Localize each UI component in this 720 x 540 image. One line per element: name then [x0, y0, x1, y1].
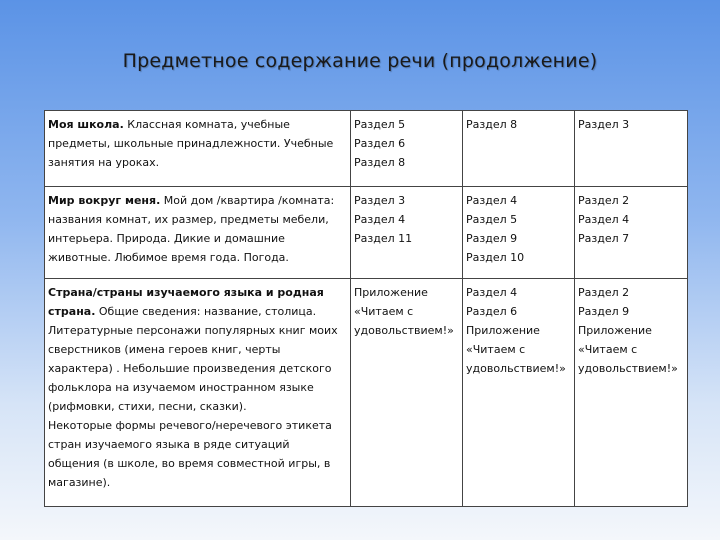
section-ref: «Читаем с [354, 305, 414, 318]
topic-cell [45, 279, 351, 507]
section-ref: Приложение [578, 324, 652, 337]
topic-line: фольклора на изучаемом иностранном языке [48, 381, 314, 394]
section-ref: Раздел 2 [578, 194, 630, 207]
topic-line: занятия на уроках. [48, 156, 160, 169]
section-ref: Раздел 2 [578, 286, 630, 299]
topic-line: характера) . Небольшие произведения детского [48, 362, 332, 375]
topic-line: сверстников (имена героев книг, черты [48, 343, 281, 356]
sections-cell-col-a [351, 187, 463, 279]
section-ref: «Читаем с [578, 343, 638, 356]
sections-cell-col-b [463, 111, 575, 187]
content-table [44, 110, 688, 507]
topic-line: общения (в школе, во время совместной игры, в [48, 457, 331, 470]
topic-heading: Страна/страны изучаемого языка и родная [48, 286, 324, 299]
section-ref: Раздел 8 [466, 118, 518, 131]
topic-line: интерьера. Природа. Дикие и домашние [48, 232, 285, 245]
section-ref: Раздел 10 [466, 251, 525, 264]
sections-cell-col-b [463, 279, 575, 507]
section-ref: Раздел 7 [578, 232, 630, 245]
section-ref: Приложение [466, 324, 540, 337]
section-ref: Раздел 11 [354, 232, 413, 245]
section-ref: «Читаем с [466, 343, 526, 356]
section-ref: Раздел 6 [466, 305, 518, 318]
section-ref: удовольствием!» [578, 362, 678, 375]
section-ref: Раздел 4 [466, 286, 518, 299]
topic-text: Общие сведения: название, столица. [95, 305, 317, 318]
section-ref: Раздел 5 [466, 213, 518, 226]
topic-cell [45, 111, 351, 187]
topic-line [48, 115, 347, 134]
topic-line: магазине). [48, 476, 111, 489]
sections-cell-col-c [575, 279, 688, 507]
section-ref: Раздел 9 [578, 305, 630, 318]
topic-heading: страна. [48, 305, 96, 318]
topic-line: (рифмовки, стихи, песни, сказки). [48, 400, 247, 413]
topic-line: предметы, школьные принадлежности. Учебные [48, 137, 334, 150]
topic-line: Литературные персонажи популярных книг моих [48, 324, 338, 337]
topic-heading: Мир вокруг меня. [48, 194, 161, 207]
section-ref: Раздел 3 [354, 194, 406, 207]
section-ref: Приложение [354, 286, 428, 299]
topic-line: животные. Любимое время года. Погода. [48, 251, 289, 264]
sections-cell-col-a [351, 111, 463, 187]
sections-cell-col-c [575, 187, 688, 279]
table-row [45, 111, 688, 187]
topic-line: стран изучаемого языка в ряде ситуаций [48, 438, 290, 451]
topic-line [48, 191, 347, 210]
section-ref: Раздел 4 [466, 194, 518, 207]
section-ref: Раздел 9 [466, 232, 518, 245]
table-row [45, 187, 688, 279]
topic-line: Некоторые формы речевого/неречевого этикета [48, 419, 332, 432]
topic-heading: Моя школа. [48, 118, 124, 131]
sections-cell-col-a [351, 279, 463, 507]
topic-line: названия комнат, их размер, предметы мебели, [48, 213, 329, 226]
section-ref: Раздел 8 [354, 156, 406, 169]
table-row [45, 279, 688, 507]
section-ref: Раздел 4 [354, 213, 406, 226]
topic-cell [45, 187, 351, 279]
sections-cell-col-c [575, 111, 688, 187]
section-ref: Раздел 6 [354, 137, 406, 150]
topic-line [48, 302, 347, 321]
topic-text: Классная комната, учебные [123, 118, 290, 131]
sections-cell-col-b [463, 187, 575, 279]
section-ref: Раздел 5 [354, 118, 406, 131]
section-ref: Раздел 4 [578, 213, 630, 226]
topic-text: Мой дом /квартира /комната: [160, 194, 335, 207]
slide-title: Предметное содержание речи (продолжение) [122, 50, 598, 72]
section-ref: удовольствием!» [466, 362, 566, 375]
section-ref: удовольствием!» [354, 324, 454, 337]
section-ref: Раздел 3 [578, 118, 630, 131]
